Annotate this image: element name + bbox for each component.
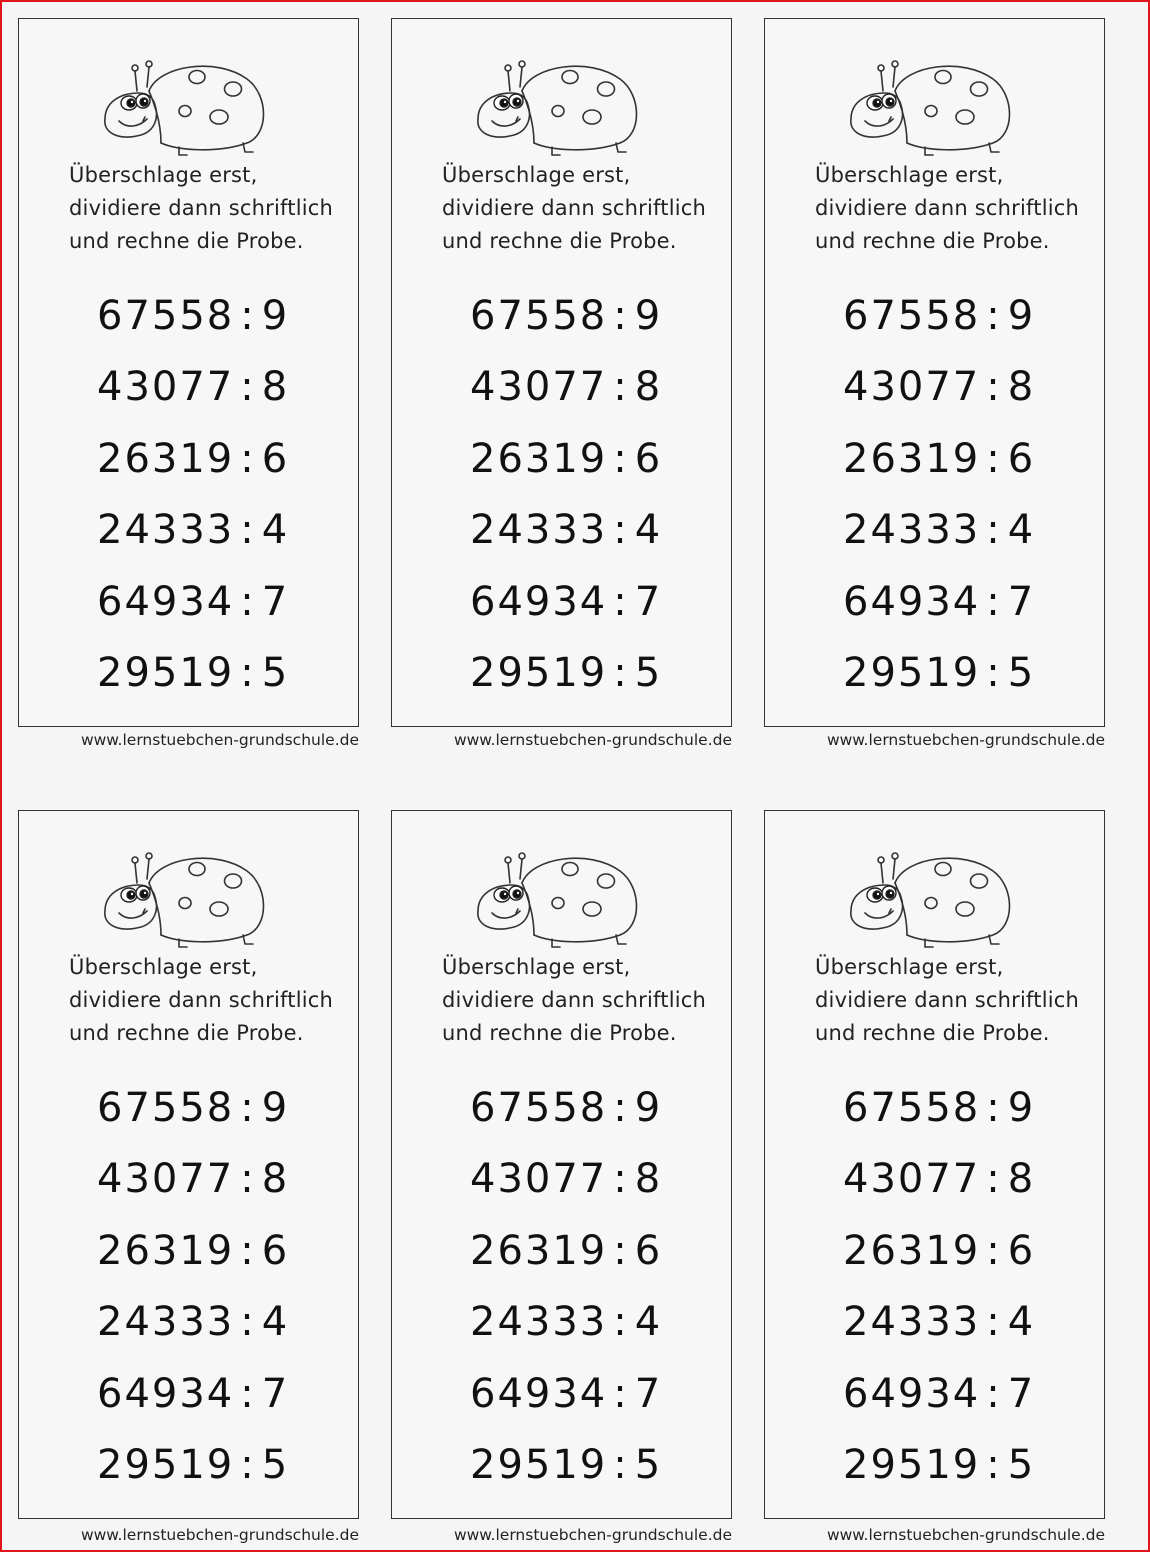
dividend: 64934 xyxy=(470,578,608,625)
divisor: 7 xyxy=(261,578,290,625)
divisor: 8 xyxy=(261,364,290,411)
divisor: 9 xyxy=(634,293,663,339)
division-operator: : xyxy=(240,649,256,696)
instruction-line: und rechne die Probe. xyxy=(69,1021,304,1045)
division-task-list xyxy=(470,281,700,709)
divisor: 4 xyxy=(634,507,663,554)
divisor: 6 xyxy=(1007,435,1036,482)
division-operator: : xyxy=(986,1299,1002,1346)
division-task-list xyxy=(97,281,327,709)
dividend: 29519 xyxy=(470,1441,608,1488)
dividend: 24333 xyxy=(843,507,981,554)
division-operator: : xyxy=(240,1156,256,1203)
division-task xyxy=(843,1216,1073,1287)
task-card xyxy=(18,810,359,1519)
division-task xyxy=(470,1359,700,1430)
instruction-line: Überschlage erst, xyxy=(442,955,631,979)
division-operator: : xyxy=(613,293,629,339)
division-operator: : xyxy=(986,507,1002,554)
source-url: www.lernstuebchen-grundschule.de xyxy=(80,731,359,749)
dividend: 67558 xyxy=(843,1085,981,1131)
division-task xyxy=(97,1430,327,1501)
division-operator: : xyxy=(613,1370,629,1417)
division-task xyxy=(470,567,700,638)
dividend: 26319 xyxy=(97,1227,235,1274)
instruction-line: Überschlage erst, xyxy=(815,955,1004,979)
division-task xyxy=(470,352,700,423)
division-task xyxy=(470,495,700,566)
divisor: 6 xyxy=(634,435,663,482)
instruction-line: und rechne die Probe. xyxy=(69,229,304,253)
divisor: 7 xyxy=(261,1370,290,1417)
division-task xyxy=(843,1287,1073,1358)
instruction-line: und rechne die Probe. xyxy=(815,229,1050,253)
division-operator: : xyxy=(240,364,256,411)
division-task xyxy=(97,424,327,495)
division-task xyxy=(843,1144,1073,1215)
division-task-list xyxy=(843,281,1073,709)
dividend: 64934 xyxy=(97,578,235,625)
division-task-list xyxy=(470,1073,700,1501)
division-operator: : xyxy=(240,578,256,625)
division-operator: : xyxy=(613,1156,629,1203)
instruction-line: Überschlage erst, xyxy=(69,163,258,187)
divisor: 6 xyxy=(261,435,290,482)
dividend: 64934 xyxy=(843,578,981,625)
source-url: www.lernstuebchen-grundschule.de xyxy=(453,1526,732,1544)
dividend: 24333 xyxy=(97,1299,235,1346)
division-task xyxy=(843,424,1073,495)
dividend: 29519 xyxy=(470,649,608,696)
dividend: 43077 xyxy=(843,1156,981,1203)
divisor: 6 xyxy=(1007,1227,1036,1274)
dividend: 26319 xyxy=(470,435,608,482)
divisor: 8 xyxy=(261,1156,290,1203)
divisor: 5 xyxy=(1007,1441,1036,1488)
division-task xyxy=(843,638,1073,709)
division-task-list xyxy=(843,1073,1073,1501)
division-task xyxy=(97,1359,327,1430)
divisor: 5 xyxy=(1007,649,1036,696)
division-task xyxy=(97,567,327,638)
division-task xyxy=(470,1144,700,1215)
dividend: 64934 xyxy=(97,1370,235,1417)
dividend: 24333 xyxy=(470,507,608,554)
divisor: 5 xyxy=(634,1441,663,1488)
instruction-line: und rechne die Probe. xyxy=(442,1021,677,1045)
source-url: www.lernstuebchen-grundschule.de xyxy=(80,1526,359,1544)
division-operator: : xyxy=(986,435,1002,482)
division-operator: : xyxy=(240,1299,256,1346)
task-card xyxy=(764,18,1105,727)
division-operator: : xyxy=(986,1156,1002,1203)
instruction-line: dividiere dann schriftlich xyxy=(69,196,334,220)
dividend: 24333 xyxy=(97,507,235,554)
division-operator: : xyxy=(613,578,629,625)
division-task xyxy=(470,1287,700,1358)
dividend: 67558 xyxy=(97,1085,235,1131)
division-operator: : xyxy=(240,1370,256,1417)
division-task xyxy=(470,1073,700,1144)
division-operator: : xyxy=(240,1227,256,1274)
divisor: 4 xyxy=(1007,507,1036,554)
dividend: 24333 xyxy=(843,1299,981,1346)
instructions xyxy=(442,159,722,258)
division-operator: : xyxy=(613,1085,629,1131)
dividend: 43077 xyxy=(97,1156,235,1203)
instruction-line: und rechne die Probe. xyxy=(815,1021,1050,1045)
dividend: 26319 xyxy=(843,1227,981,1274)
instruction-line: Überschlage erst, xyxy=(815,163,1004,187)
instruction-line: dividiere dann schriftlich xyxy=(69,988,334,1012)
division-task xyxy=(97,352,327,423)
instruction-line: dividiere dann schriftlich xyxy=(815,196,1080,220)
division-operator: : xyxy=(240,1085,256,1131)
division-task xyxy=(843,1359,1073,1430)
task-card xyxy=(391,18,732,727)
divisor: 4 xyxy=(1007,1299,1036,1346)
division-task xyxy=(97,1216,327,1287)
divisor: 9 xyxy=(261,1085,290,1131)
division-task xyxy=(843,352,1073,423)
instructions xyxy=(815,159,1095,258)
source-url: www.lernstuebchen-grundschule.de xyxy=(453,731,732,749)
division-operator: : xyxy=(240,1441,256,1488)
division-task xyxy=(97,495,327,566)
division-task xyxy=(470,1216,700,1287)
divisor: 8 xyxy=(1007,1156,1036,1203)
ladybug-icon xyxy=(843,57,1013,157)
source-url: www.lernstuebchen-grundschule.de xyxy=(826,731,1105,749)
dividend: 67558 xyxy=(843,293,981,339)
division-operator: : xyxy=(613,507,629,554)
division-task xyxy=(97,1287,327,1358)
division-task xyxy=(843,567,1073,638)
division-task xyxy=(843,1073,1073,1144)
instruction-line: Überschlage erst, xyxy=(442,163,631,187)
division-operator: : xyxy=(986,1227,1002,1274)
divisor: 6 xyxy=(261,1227,290,1274)
divisor: 7 xyxy=(1007,578,1036,625)
division-operator: : xyxy=(613,1299,629,1346)
instruction-line: Überschlage erst, xyxy=(69,955,258,979)
division-task xyxy=(97,1073,327,1144)
divisor: 7 xyxy=(634,1370,663,1417)
division-operator: : xyxy=(240,507,256,554)
divisor: 8 xyxy=(1007,364,1036,411)
task-card xyxy=(764,810,1105,1519)
division-task xyxy=(97,281,327,352)
dividend: 67558 xyxy=(470,1085,608,1131)
divisor: 6 xyxy=(634,1227,663,1274)
division-operator: : xyxy=(986,1441,1002,1488)
task-card xyxy=(391,810,732,1519)
division-task xyxy=(470,638,700,709)
dividend: 43077 xyxy=(97,364,235,411)
instructions xyxy=(442,951,722,1050)
dividend: 29519 xyxy=(97,1441,235,1488)
ladybug-icon xyxy=(97,57,267,157)
dividend: 67558 xyxy=(470,293,608,339)
division-operator: : xyxy=(613,1441,629,1488)
dividend: 29519 xyxy=(843,649,981,696)
division-operator: : xyxy=(613,649,629,696)
divisor: 5 xyxy=(261,649,290,696)
instructions xyxy=(815,951,1095,1050)
division-task xyxy=(843,281,1073,352)
division-task-list xyxy=(97,1073,327,1501)
dividend: 26319 xyxy=(843,435,981,482)
dividend: 29519 xyxy=(97,649,235,696)
division-operator: : xyxy=(986,578,1002,625)
division-operator: : xyxy=(613,364,629,411)
divisor: 8 xyxy=(634,364,663,411)
instruction-line: dividiere dann schriftlich xyxy=(442,196,707,220)
dividend: 26319 xyxy=(97,435,235,482)
dividend: 64934 xyxy=(843,1370,981,1417)
divisor: 5 xyxy=(634,649,663,696)
instructions xyxy=(69,159,349,258)
divisor: 9 xyxy=(634,1085,663,1131)
division-operator: : xyxy=(240,293,256,339)
instructions xyxy=(69,951,349,1050)
division-operator: : xyxy=(986,364,1002,411)
division-operator: : xyxy=(986,1085,1002,1131)
division-operator: : xyxy=(986,649,1002,696)
dividend: 29519 xyxy=(843,1441,981,1488)
dividend: 43077 xyxy=(470,364,608,411)
division-operator: : xyxy=(986,1370,1002,1417)
divisor: 9 xyxy=(261,293,290,339)
dividend: 26319 xyxy=(470,1227,608,1274)
dividend: 64934 xyxy=(470,1370,608,1417)
divisor: 7 xyxy=(634,578,663,625)
divisor: 4 xyxy=(634,1299,663,1346)
instruction-line: dividiere dann schriftlich xyxy=(442,988,707,1012)
division-task xyxy=(97,638,327,709)
ladybug-icon xyxy=(470,57,640,157)
division-task xyxy=(97,1144,327,1215)
ladybug-icon xyxy=(843,849,1013,949)
task-card xyxy=(18,18,359,727)
instruction-line: dividiere dann schriftlich xyxy=(815,988,1080,1012)
divisor: 5 xyxy=(261,1441,290,1488)
divisor: 8 xyxy=(634,1156,663,1203)
division-task xyxy=(470,424,700,495)
divisor: 7 xyxy=(1007,1370,1036,1417)
dividend: 67558 xyxy=(97,293,235,339)
dividend: 43077 xyxy=(470,1156,608,1203)
dividend: 43077 xyxy=(843,364,981,411)
dividend: 24333 xyxy=(470,1299,608,1346)
division-task xyxy=(470,1430,700,1501)
division-task xyxy=(470,281,700,352)
ladybug-icon xyxy=(97,849,267,949)
divisor: 4 xyxy=(261,1299,290,1346)
source-url: www.lernstuebchen-grundschule.de xyxy=(826,1526,1105,1544)
division-task xyxy=(843,495,1073,566)
instruction-line: und rechne die Probe. xyxy=(442,229,677,253)
divisor: 9 xyxy=(1007,293,1036,339)
ladybug-icon xyxy=(470,849,640,949)
divisor: 4 xyxy=(261,507,290,554)
division-operator: : xyxy=(613,435,629,482)
division-operator: : xyxy=(240,435,256,482)
divisor: 9 xyxy=(1007,1085,1036,1131)
division-operator: : xyxy=(613,1227,629,1274)
division-task xyxy=(843,1430,1073,1501)
division-operator: : xyxy=(986,293,1002,339)
